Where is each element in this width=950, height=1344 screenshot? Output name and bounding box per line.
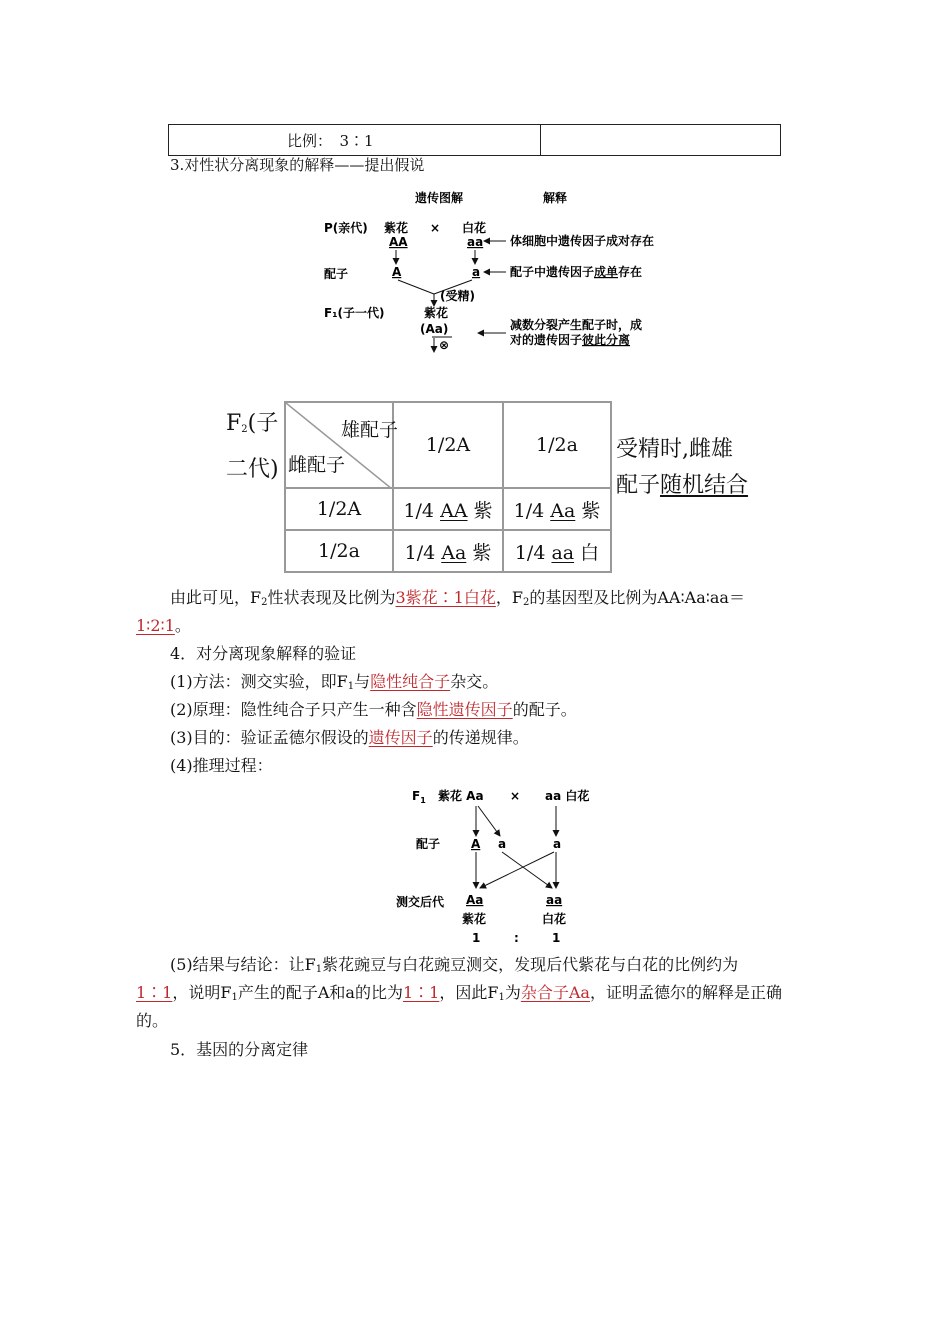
col-title-explain: 解释 — [543, 191, 568, 205]
corner-cell — [285, 402, 398, 488]
tc-ratio-1: 1 — [472, 931, 481, 945]
cell-Aa-1: 1/4 Aa 紫 — [503, 488, 611, 530]
p-aa: aa — [467, 235, 484, 249]
principle-line: (2)原理：隐性纯合子只产生一种含隐性遗传因子的配子。 — [170, 700, 577, 719]
tc-gamete-label: 配子 — [416, 837, 441, 851]
tc-purple: 紫花 — [462, 912, 487, 926]
tc-aa-white: aa 白花 — [545, 789, 590, 803]
punnett-square — [284, 401, 612, 573]
tc-offspring-aa: aa — [546, 893, 563, 907]
note-single: 配子中遗传因子成单存在 — [510, 265, 643, 279]
ratio-cell: 比例： 3∶1 — [169, 125, 541, 156]
conclusion-line-2: 1∶2∶1。 — [136, 616, 191, 635]
method-line: (1)方法：测交实验，即$F_1$与隐性纯合子杂交。 — [170, 672, 499, 692]
note-paired: 体细胞中遗传因子成对存在 — [510, 234, 655, 248]
note-separate-1: 减数分裂产生配子时，成 — [510, 318, 643, 332]
male-gamete-a: 1/2a — [503, 402, 611, 488]
p-cross: × — [430, 221, 441, 235]
tc-ratio-2: 1 — [552, 931, 561, 945]
male-gamete-header: 雄配子 — [340, 419, 398, 441]
p-purple: 紫花 — [384, 221, 409, 235]
tc-offspring-Aa: Aa — [466, 893, 484, 907]
note-separate-2: 对的遗传因子彼此分离 — [510, 333, 631, 347]
gamete-label: 配子 — [324, 267, 349, 281]
gamete-A: A — [392, 265, 402, 279]
tc-gamete-A: A — [471, 837, 481, 851]
self-cross-icon: ⊗ — [439, 338, 450, 352]
male-gamete-A: 1/2A — [393, 402, 503, 488]
reasoning-line: (4)推理过程： — [170, 756, 273, 775]
gamete-a: a — [472, 265, 481, 279]
result-line-1: (5)结果与结论：让$F_1$紫花豌豆与白花豌豆测交，发现后代紫花与白花的比例约为 — [170, 955, 739, 975]
section5-heading: 5．基因的分离定律 — [170, 1040, 309, 1059]
female-gamete-a: 1/2a — [285, 530, 393, 572]
section4-heading: 4．对分离现象解释的验证 — [170, 644, 357, 663]
tc-f1: $F_1$ — [412, 789, 426, 805]
p-label: P(亲代) — [324, 221, 368, 235]
f2-label: $F_2$(子 二代) — [226, 411, 279, 482]
tc-offspring-label: 测交后代 — [396, 895, 445, 909]
inheritance-diagram — [310, 180, 680, 360]
tc-cross: × — [510, 789, 521, 803]
conclusion-line-1: 由此可见，$F_2$性状表现及比例为3紫花∶1白花，$F_2$的基因型及比例为AA∶Aa∶aa＝ — [170, 588, 745, 608]
p-white: 白花 — [462, 221, 487, 235]
col-title-diagram: 遗传图解 — [415, 191, 464, 205]
purpose-line: (3)目的：验证孟德尔假设的遗传因子的传递规律。 — [170, 728, 529, 747]
fertilization-label: (受精) — [440, 289, 475, 303]
tc-gamete-a1: a — [498, 837, 507, 851]
f1-label: F₁(子一代) — [324, 306, 385, 320]
tc-purple-Aa: 紫花 Aa — [438, 789, 484, 803]
female-gamete-header: 雌配子 — [288, 454, 346, 476]
tc-white: 白花 — [542, 912, 567, 926]
female-gamete-A: 1/2A — [285, 488, 393, 530]
cell-aa: 1/4 aa 白 — [503, 530, 611, 572]
tc-ratio-colon: : — [514, 931, 519, 945]
cell-AA: 1/4 AA 紫 — [393, 488, 503, 530]
random-fusion-note: 受精时,雌雄 配子随机结合 — [616, 437, 749, 498]
testcross-diagram — [390, 782, 630, 947]
result-line-3: 的。 — [136, 1011, 169, 1030]
section3-heading: 3.对性状分离现象的解释——提出假说 — [170, 156, 425, 174]
f1-genotype: (Aa) — [420, 322, 449, 336]
result-line-2: 1∶1，说明$F_1$产生的配子A和a的比为1∶1，因此$F_1$为杂合子Aa，证明孟德尔的解释是正确 — [136, 983, 782, 1003]
tc-gamete-a2: a — [553, 837, 562, 851]
p-AA: AA — [389, 235, 408, 249]
f1-purple: 紫花 — [424, 306, 449, 320]
cell-Aa-2: 1/4 Aa 紫 — [393, 530, 503, 572]
empty-cell — [541, 125, 781, 156]
